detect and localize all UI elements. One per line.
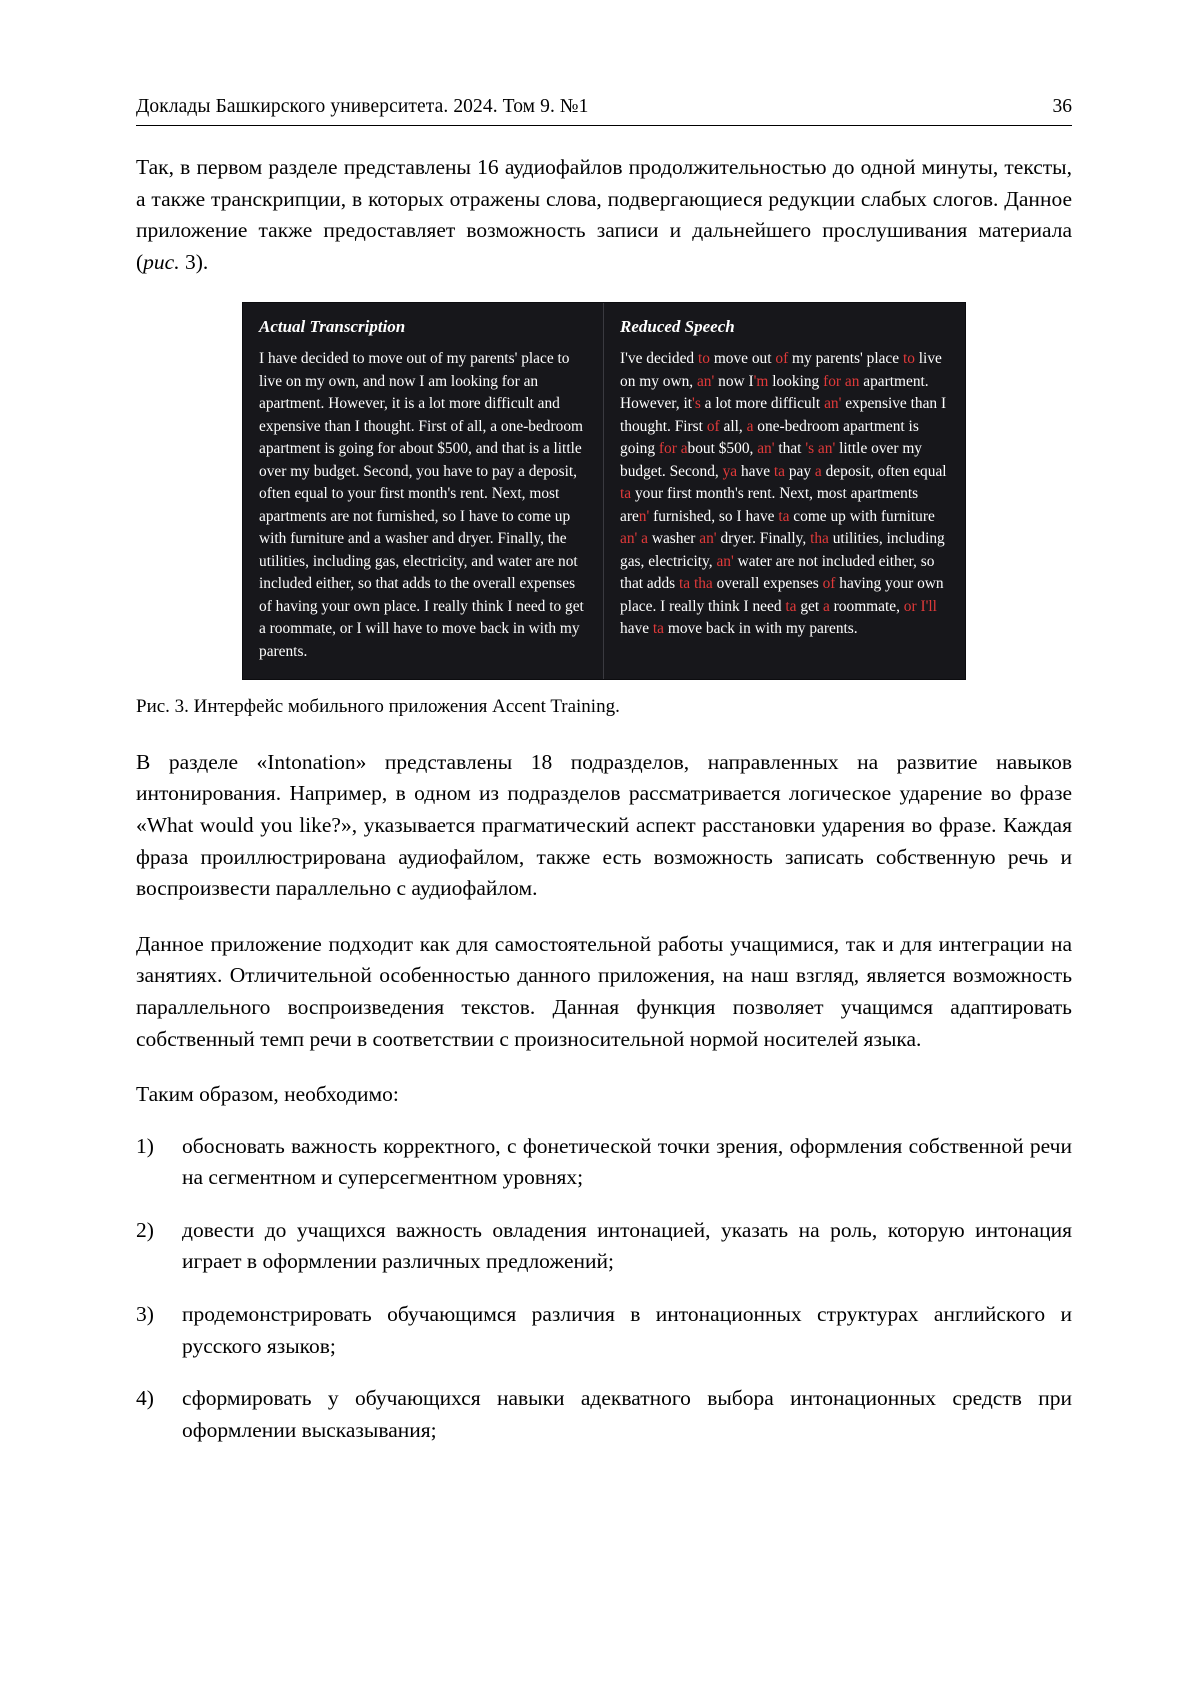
list-item-text: обосновать важность корректного, с фонетической точки зрения, оформления собственной речи на сегментном и суперсегментном уровнях; [182,1133,1072,1190]
plain-token: have [620,620,653,638]
plain-token: washer [647,530,700,548]
list-item [136,1299,1072,1362]
reduced-token: of [706,417,720,435]
reduced-token: ta [773,462,785,480]
reduced-token: a [822,597,830,615]
paragraph-1-text: Так, в первом разделе представлены 16 аудиофайлов продолжительностью до одной минуты, тексты, а также транскрипции, в которых отражены слова, подвергающиеся редукции слабых слогов. Данное приложение также предоставляет возможность записи и дальнейшего прослушивания материала ( [136,155,1072,274]
list-item [136,1131,1072,1194]
plain-token: move out [709,350,776,368]
reduced-token: an' [824,395,842,413]
figure-caption: Рис. 3. Интерфейс мобильного приложения Accent Training. [136,696,620,718]
plain-token: I've decided [620,350,698,368]
list-item-marker: 1) [136,1133,154,1158]
paragraph-2: В разделе «Intonation» представлены 18 подразделов, направленных на развитие навыков интонирования. Например, в одном из подразделов рассматривается логическое ударение во фразе «What would you like?», указывается прагматический аспект расстановки ударения во фразе. Каждая фраза проиллюстрирована аудиофайлом, также есть возможность записать собственную речь и воспроизвести параллельно с аудиофайлом. [136,749,1072,901]
reduced-token: tha [810,530,829,548]
plain-token: furnished, so I have [649,507,779,525]
plain-token: apartment. However, it [620,372,929,413]
plain-token: get [796,597,823,615]
reduced-token: of [775,350,789,368]
plain-token: a lot more difficult [700,395,825,413]
paragraph-1-tail: 3). [179,249,209,274]
list-item-text: продемонстрировать обучающимся различия в интонационных структурах английского и русского языков; [182,1302,1072,1358]
list-item-marker: 3) [136,1302,154,1327]
reduced-token: a [814,462,822,480]
figure-left-text: I have decided to move out of my parents' place to live on my own, and now I am looking for an apartment. However, it is a lot more difficult and expensive than I thought. First of all, a one-bedroom apartment is going for about $500, and that is a little over my budget. Second, you have to pay a deposit, often equal to your first month's rent. Next, most apartments are not furnished, so I have to come up with furniture and a washer and dryer. Finally, the utilities, including gas, electricity, and water are not included either, so that adds to the overall expenses of having your own place. I really think I need to get a roommate, or I will have to move back in with my parents. [259,350,584,660]
plain-token: your first month's rent. Next, most apartments are [620,485,919,525]
figure-right-title: Reduced Speech [620,317,735,337]
plain-token: having your own place. I really think I need [620,575,944,615]
plain-token: roommate, [829,597,904,615]
list-item-marker: 2) [136,1217,154,1242]
plain-token: deposit, often equal [821,462,947,480]
plain-token: live on my own, [620,350,942,390]
reduced-token: ta [652,620,665,638]
page-header [136,96,1072,126]
reduced-token: ta [785,597,797,615]
figure-column-reduced [604,303,965,679]
figure-left-title: Actual Transcription [259,317,406,337]
plain-token: that [774,440,806,458]
plain-token: one-bedroom apartment is going [620,417,919,458]
plain-token: move back in with my parents. [664,620,858,638]
list-item-text: сформировать у обучающихся навыки адекватного выбора интонационных средств при оформлении высказывания; [182,1386,1072,1442]
reduced-token: 'm [753,372,769,390]
plain-token: all, [719,417,747,435]
reduced-token: an' [696,372,715,390]
paragraph-1 [136,152,1072,278]
reduced-token: to [902,350,915,368]
reduced-token: a [746,417,754,435]
reduced-token: ta tha [679,575,713,593]
reduced-token: ta [620,485,632,503]
figure-3 [136,302,1072,680]
reduced-token: or I'll [903,597,937,615]
reduced-token: 's an' [805,440,836,458]
reduced-token: ta [778,507,790,525]
plain-token: dryer. Finally, [716,530,811,548]
reduced-token: an' [716,552,734,570]
plain-token: have [737,462,774,480]
plain-token: little over my budget. Second, [620,440,923,480]
plain-token: utilities, including gas, electricity, [620,530,945,570]
list-item-marker: 4) [136,1386,154,1411]
paragraph-4: Таким образом, необходимо: [136,1082,399,1107]
figure-right-text [620,348,949,640]
paragraph-1-italic: рис. [143,249,180,274]
paragraph-3: Данное приложение подходит как для самостоятельной работы учащимися, так и для интеграции на занятиях. Отличительной особенностью данного приложения, на наш взгляд, является возможность параллельного воспроизведения текстов. Данная функция позволяет учащимся адаптировать собственный темп речи в соответствии с произносительной нормой носителей языка. [136,931,1072,1051]
journal-title: Доклады Башкирского университета. 2024. Том 9. №1 [136,96,589,117]
plain-token: my parents' place [788,350,903,368]
list-item [136,1383,1072,1446]
plain-token: pay [784,462,815,480]
reduced-token: for a [658,440,688,458]
plain-token: water are not included either, so that adds [620,552,935,593]
reduced-token: of [822,575,836,593]
reduced-token: an' a [620,530,648,548]
reduced-token: an' [699,530,717,548]
reduced-token: to [697,350,710,368]
reduced-token: n' [638,507,650,525]
plain-token: now I [714,372,754,390]
plain-token: looking [768,372,824,390]
reduced-token: an' [757,440,775,458]
plain-token: bout $500, [687,440,758,458]
reduced-token: for an [823,372,860,390]
plain-token: expensive than I thought. First [620,395,947,435]
plain-token: come up with furniture [789,507,935,525]
reduced-token: ya [722,462,738,480]
task-list [136,1131,1072,1447]
reduced-token: 's [692,395,701,413]
figure-column-actual [243,303,604,679]
page-number: 36 [1052,96,1072,117]
plain-token: overall expenses [712,575,823,593]
list-item [136,1215,1072,1278]
figure-image [242,302,966,680]
list-item-text: довести до учащихся важность овладения интонацией, указать на роль, которую интонация играет в оформлении различных предложений; [182,1217,1072,1274]
